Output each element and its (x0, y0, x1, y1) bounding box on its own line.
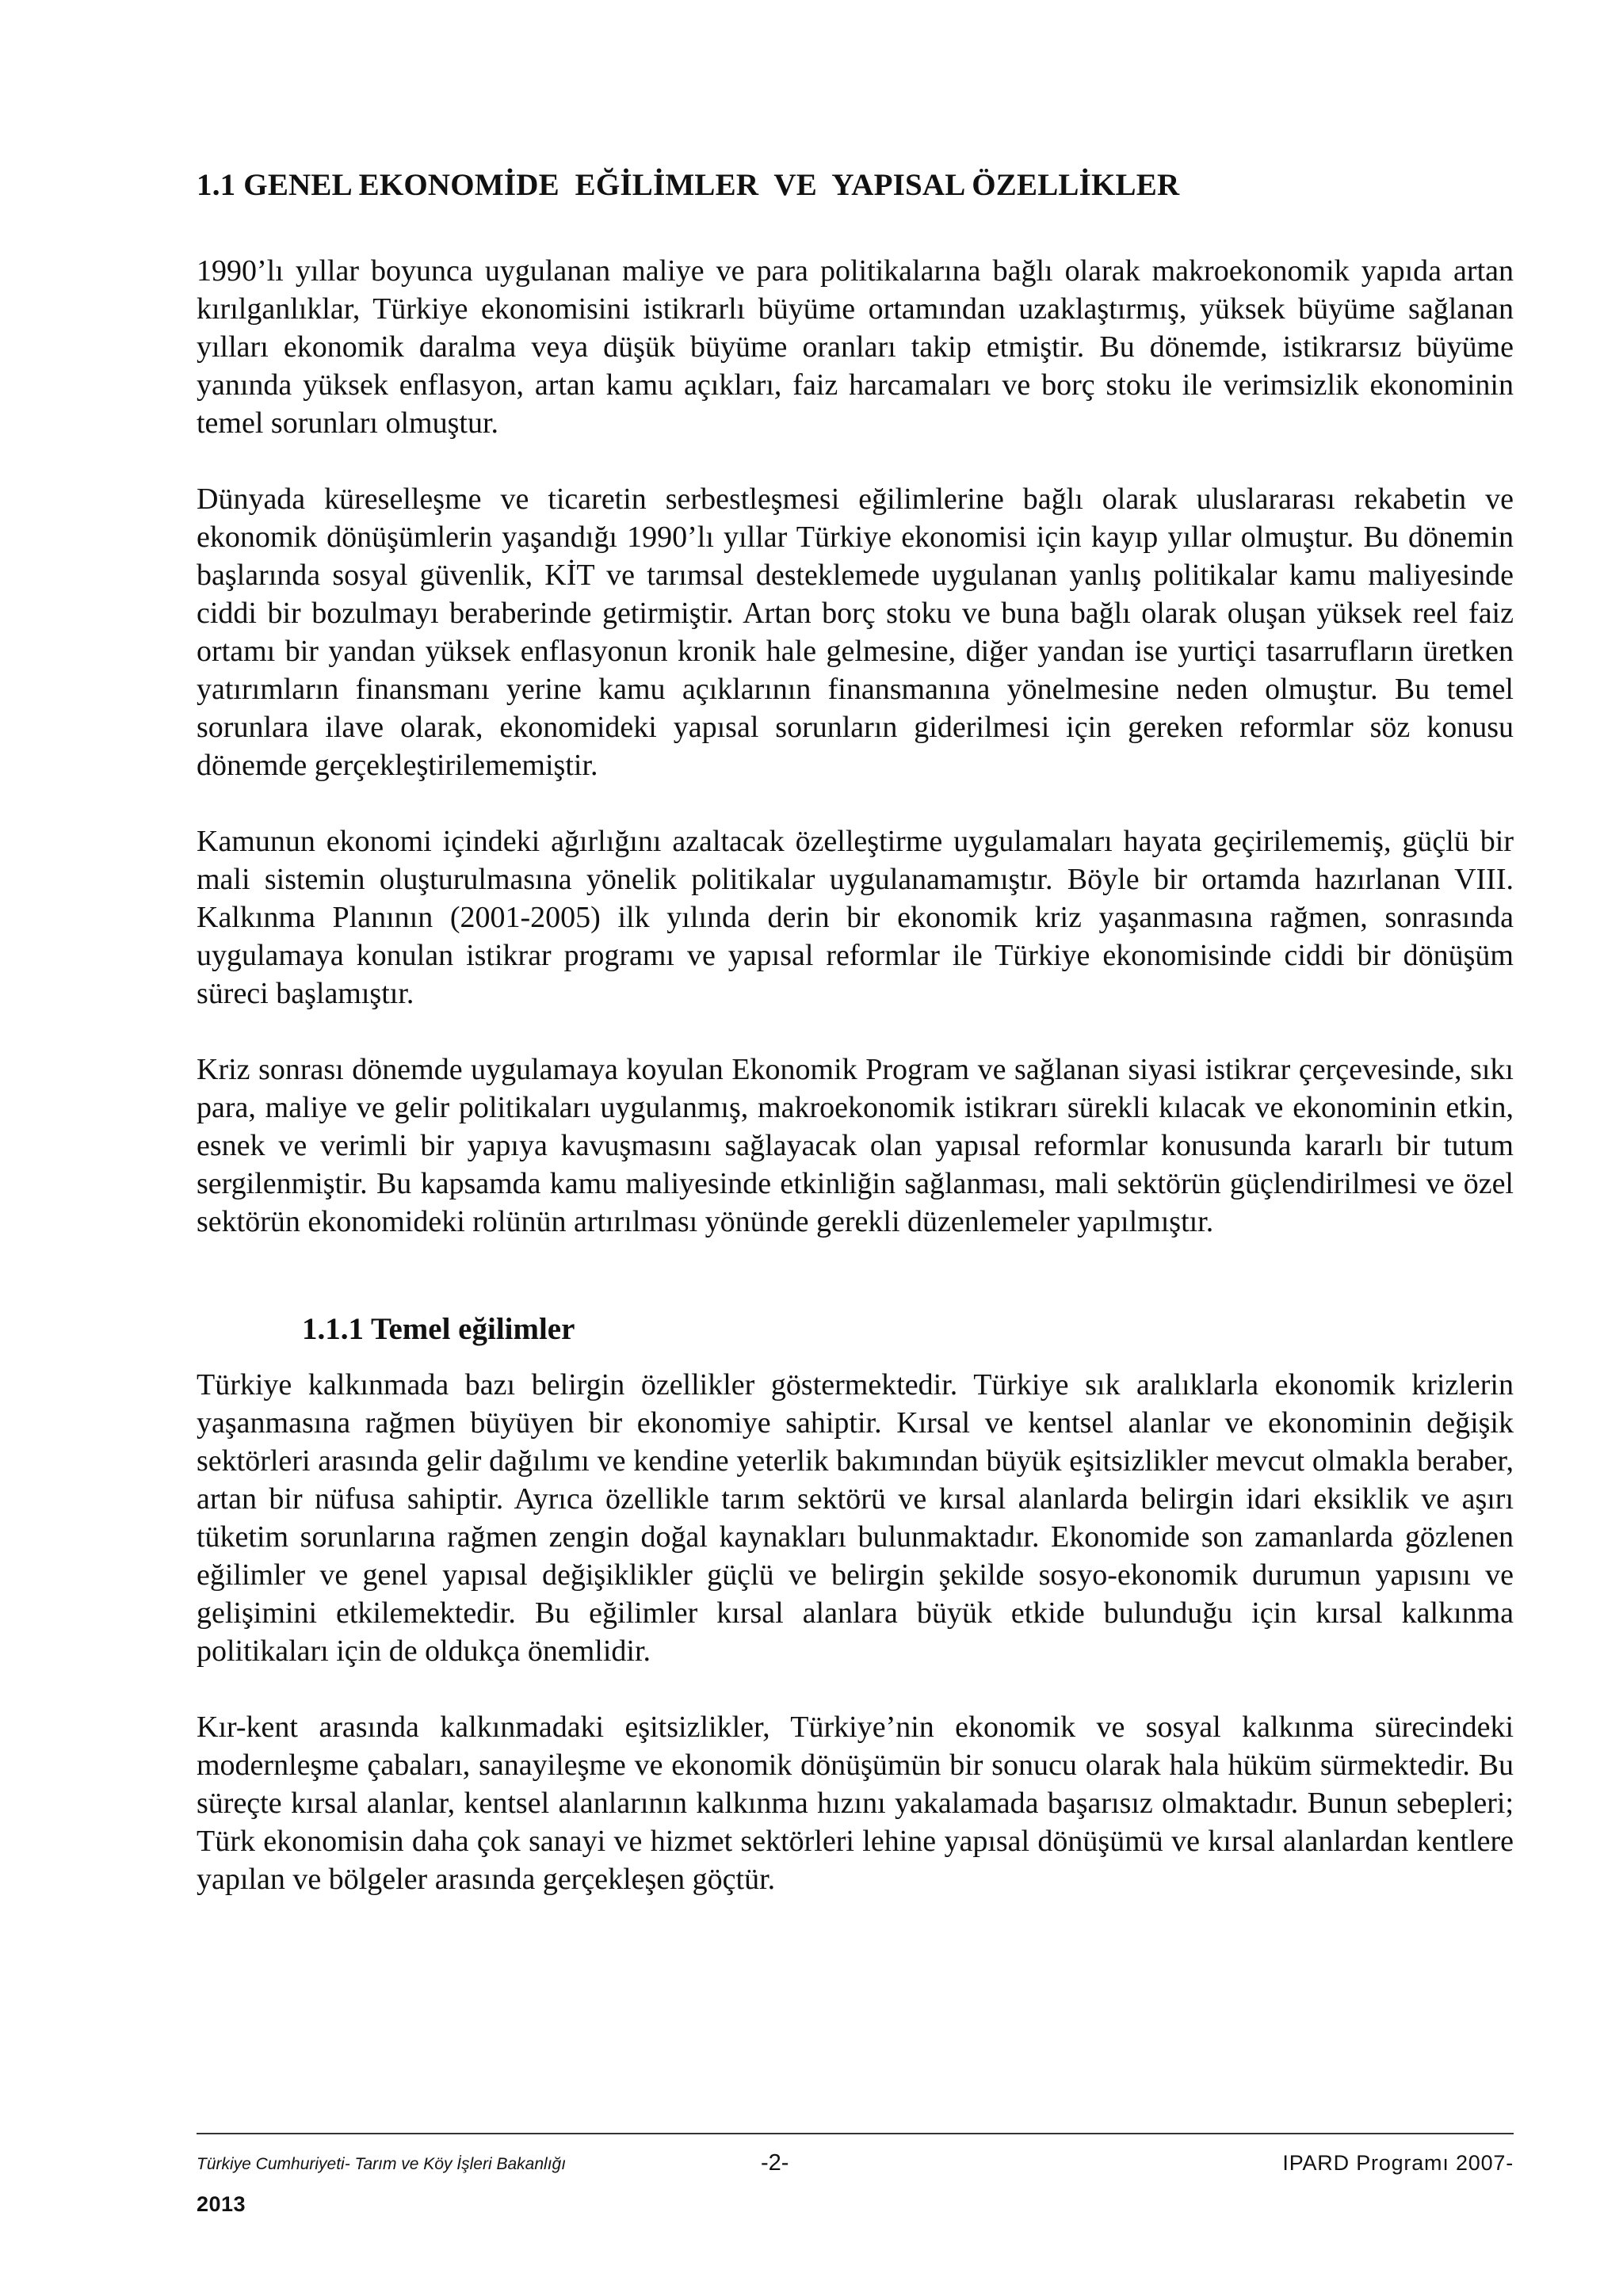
footer-program: IPARD Programı 2007- (1282, 2151, 1514, 2175)
section-heading: 1.1 GENEL EKONOMİDE EĞİLİMLER VE YAPISAL ÖZELLİKLER (197, 168, 1180, 202)
page-number: -2- (761, 2150, 789, 2176)
document-page (197, 166, 1514, 1898)
footer-ministry: Türkiye Cumhuriyeti- Tarım ve Köy İşleri Bakanlığı (197, 2155, 567, 2173)
body-paragraph: Dünyada küreselleşme ve ticaretin serbestleşmesi eğilimlerine bağlı olarak uluslararası rekabetin ve ekonomik dönüşümlerin yaşandığı 1990’lı yıllar Türkiye ekonomisi için kayıp yıllar olmuştur. Bu dönemin başlarında sosyal güvenlik, KİT ve tarımsal desteklemede uygulanan yanlış politikalar kamu maliyesinde ciddi bir bozulmayı beraberinde getirmiştir. Artan borç stoku ve buna bağlı olarak oluşan yüksek reel faiz ortamı bir yandan yüksek enflasyonun kronik hale gelmesine, diğer yandan ise yurtiçi tasarrufların üretken yatırımların finansmanı yerine kamu açıklarının finansmanına yönelmesine neden olmuştur. Bu temel sorunlara ilave olarak, ekonomideki yapısal sorunların giderilmesi için gereken reformlar söz konusu dönemde gerçekleştirilememiştir. (197, 482, 1514, 782)
page-footer (197, 2139, 1514, 2234)
body-paragraph: Kamunun ekonomi içindeki ağırlığını azaltacak özelleştirme uygulamaları hayata geçirilememiş, güçlü bir mali sistemin oluşturulmasına yönelik politikalar uygulanamamıştır. Böyle bir ortamda hazırlanan VIII. Kalkınma Planının (2001-2005) ilk yılında derin bir ekonomik kriz yaşanmasına rağmen, sonrasında uygulamaya konulan istikrar programı ve yapısal reformlar ile Türkiye ekonomisinde ciddi bir dönüşüm süreci başlamıştır. (197, 825, 1514, 1010)
footer-year: 2013 (197, 2192, 246, 2216)
body-paragraph: Türkiye kalkınmada bazı belirgin özellikler göstermektedir. Türkiye sık aralıklarla ekonomik krizlerin yaşanmasına rağmen büyüyen bir ekonomiye sahiptir. Kırsal ve kentsel alanlar ve ekonominin değişik sektörleri arasında gelir dağılımı ve kendine yeterlik bakımından büyük eşitsizlikler mevcut olmakla beraber, artan bir nüfusa sahiptir. Ayrıca özellikle tarım sektörü ve kırsal alanlarda belirgin idari eksiklik ve aşırı tüketim sorunlarına rağmen zengin doğal kaynakları bulunmaktadır. Ekonomide son zamanlarda gözlenen eğilimler ve genel yapısal değişiklikler güçlü ve belirgin şekilde sosyo-ekonomik durumun yapısını ve gelişimini etkilemektedir. Bu eğilimler kırsal alanlara büyük etkide bulunduğu için kırsal kalkınma politikaları için de oldukça önemlidir. (197, 1368, 1514, 1668)
subsection-heading: 1.1.1 Temel eğilimler (302, 1312, 575, 1346)
body-paragraph: Kriz sonrası dönemde uygulamaya koyulan Ekonomik Program ve sağlanan siyasi istikrar çerçevesinde, sıkı para, maliye ve gelir politikaları uygulanmış, makroekonomik istikrarı sürekli kılacak ve ekonominin etkin, esnek ve verimli bir yapıya kavuşmasını sağlayacak olan yapısal reformlar konusunda kararlı bir tutum sergilenmiştir. Bu kapsamda kamu maliyesinde etkinliğin sağlanması, mali sektörün güçlendirilmesi ve özel sektörün ekonomideki rolünün artırılması yönünde gerekli düzenlemeler yapılmıştır. (197, 1053, 1514, 1238)
body-paragraph: Kır-kent arasında kalkınmadaki eşitsizlikler, Türkiye’nin ekonomik ve sosyal kalkınma sürecindeki modernleşme çabaları, sanayileşme ve ekonomik dönüşümün bir sonucu olarak hala hüküm sürmektedir. Bu süreçte kırsal alanlar, kentsel alanlarının kalkınma hızını yakalamada başarısız olmaktadır. Bunun sebepleri; Türk ekonomisin daha çok sanayi ve hizmet sektörleri lehine yapısal dönüşümü ve kırsal alanlardan kentlere yapılan ve bölgeler arasında gerçekleşen göçtür. (197, 1711, 1514, 1896)
body-paragraph: 1990’lı yıllar boyunca uygulanan maliye ve para politikalarına bağlı olarak makroekonomik yapıda artan kırılganlıklar, Türkiye ekonomisini istikrarlı büyüme ortamından uzaklaştırmış, yüksek büyüme sağlanan yılları ekonomik daralma veya düşük büyüme oranları takip etmiştir. Bu dönemde, istikrarsız büyüme yanında yüksek enflasyon, artan kamu açıkları, faiz harcamaları ve borç stoku ile verimsizlik ekonominin temel sorunları olmuştur. (197, 254, 1514, 440)
footer-divider (197, 2133, 1514, 2134)
